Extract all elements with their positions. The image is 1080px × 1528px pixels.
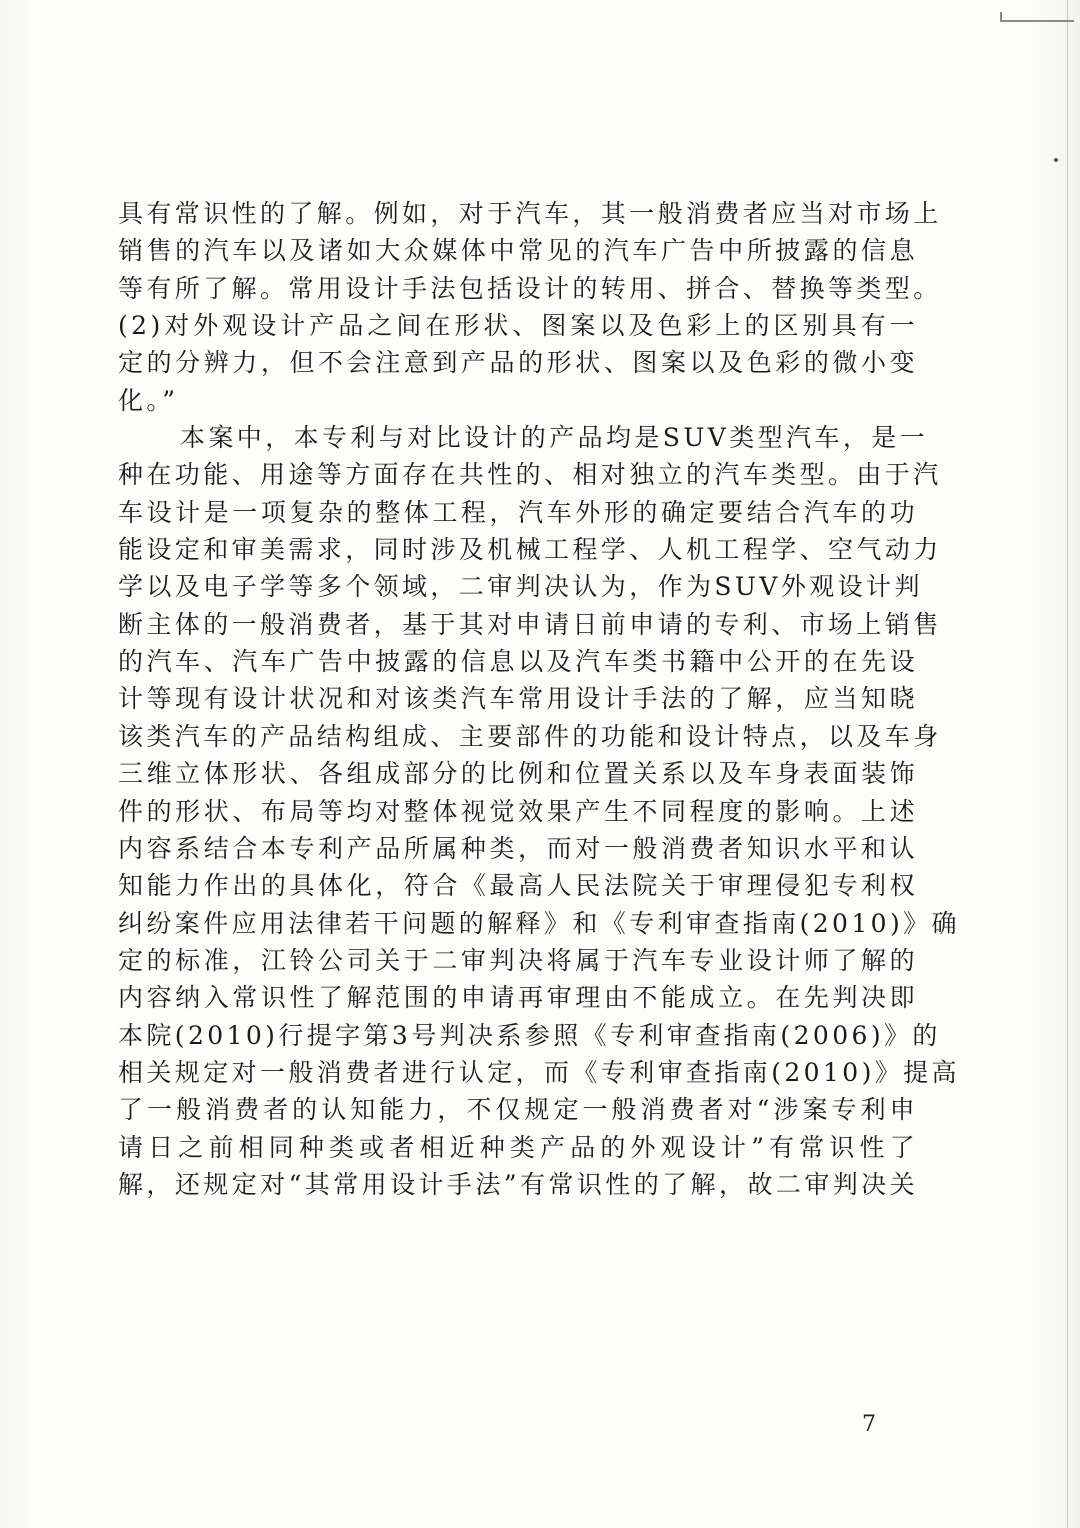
text-line: 该类汽车的产品结构组成、主要部件的功能和设计特点，以及车身 <box>118 721 942 751</box>
text-line: 等有所了解。常用设计手法包括设计的转用、拼合、替换等类型。 <box>118 273 942 303</box>
text-line: 断主体的一般消费者，基于其对申请日前申请的专利、市场上销售 <box>118 609 942 639</box>
text-line: 相关规定对一般消费者进行认定，而《专利审查指南(2010)》提高 <box>118 1057 960 1087</box>
text-line: (2)对外观设计产品之间在形状、图案以及色彩上的区别具有一 <box>118 311 918 341</box>
corner-scan-mark <box>1000 12 1074 22</box>
text-line: 知能力作出的具体化，符合《最高人民法院关于审理侵犯专利权 <box>118 871 918 901</box>
text-line: 化。” <box>118 385 179 415</box>
text-line: 具有常识性的了解。例如，对于汽车，其一般消费者应当对市场上 <box>118 199 942 228</box>
text-line: 的汽车、汽车广告中披露的信息以及汽车类书籍中公开的在先设 <box>118 647 918 677</box>
text-line: 本院(2010)行提字第3号判决系参照《专利审查指南(2006)》的 <box>118 1020 941 1050</box>
text-line: 了一般消费者的认知能力，不仅规定一般消费者对“涉案专利申 <box>118 1095 918 1125</box>
page-number: 7 <box>862 1412 876 1437</box>
text-line: 解，还规定对“其常用设计手法”有常识性的了解，故二审判决关 <box>118 1169 918 1199</box>
text-line: 计等现有设计状况和对该类汽车常用设计手法的了解，应当知晓 <box>118 684 918 714</box>
text-line: 定的分辨力，但不会注意到产品的形状、图案以及色彩的微小变 <box>118 348 918 378</box>
text-line: 纠纷案件应用法律若干问题的解释》和《专利审查指南(2010)》确 <box>118 908 960 938</box>
text-line: 车设计是一项复杂的整体工程，汽车外形的确定要结合汽车的功 <box>118 497 918 527</box>
text-line: 内容系结合本专利产品所属种类，而对一般消费者知识水平和认 <box>118 833 918 863</box>
paragraph-start-line: 本案中，本专利与对比设计的产品均是SUV类型汽车，是一 <box>180 423 929 453</box>
text-line: 学以及电子学等多个领域，二审判决认为，作为SUV外观设计判 <box>118 572 923 602</box>
text-line: 请日之前相同种类或者相近种类产品的外观设计”有常识性了 <box>118 1132 918 1162</box>
text-line: 定的标准，江铃公司关于二审判决将属于汽车专业设计师了解的 <box>118 945 918 975</box>
text-line: 内容纳入常识性了解范围的申请再审理由不能成立。在先判决即 <box>118 983 918 1013</box>
text-line: 销售的汽车以及诸如大众媒体中常见的汽车广告中所披露的信息 <box>118 236 918 266</box>
text-line: 三维立体形状、各组成部分的比例和位置关系以及车身表面装饰 <box>118 759 918 789</box>
text-line: 种在功能、用途等方面存在共性的、相对独立的汽车类型。由于汽 <box>118 460 942 490</box>
page-edge-line <box>1067 0 1068 1528</box>
body-text <box>118 195 960 1203</box>
text-line: 能设定和审美需求，同时涉及机械工程学、人机工程学、空气动力 <box>118 535 942 565</box>
scan-dot-mark <box>1054 158 1058 162</box>
text-line: 件的形状、布局等均对整体视觉效果产生不同程度的影响。上述 <box>118 796 918 826</box>
